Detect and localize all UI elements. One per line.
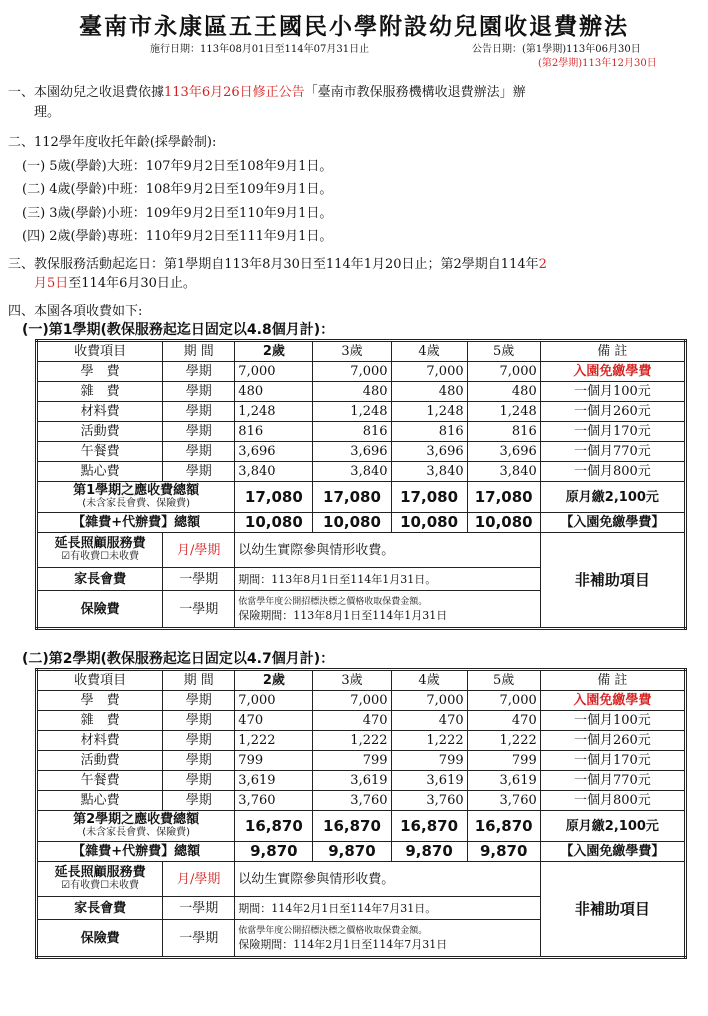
pta-desc: 期間：114年2月1日至114年7月31日。 (235, 897, 540, 920)
effective-date: 施行日期：113年08月01日至114年07月31日止 (150, 44, 370, 55)
table-header-row (37, 341, 686, 362)
ext-desc: 以幼生實際參與情形收費。 (235, 533, 540, 568)
insurance-desc (235, 591, 540, 629)
table-row (37, 402, 686, 422)
total-label-text: 第1學期之應收費總額 (73, 483, 200, 498)
fee-value: 1,222 (235, 731, 313, 751)
fee-value: 816 (391, 422, 467, 442)
section-3-text: 三、教保服務活動起迄日：第1學期自113年8月30日至114年1月20日止；第2學期自114年 (8, 257, 539, 272)
total-label (37, 482, 235, 513)
pta-label: 家長會費 (37, 897, 163, 920)
total-value: 17,080 (391, 482, 467, 513)
ext-desc: 以幼生實際參與情形收費。 (235, 862, 540, 897)
section-1-text: 一、本園幼兒之收退費依據 (8, 85, 165, 100)
header-cell: 5歲 (467, 670, 540, 691)
fee-period: 學期 (163, 691, 235, 711)
section-4-title: 四、本園各項收費如下: (8, 304, 143, 319)
misc-note: 【入園免繳學費】 (540, 513, 685, 533)
fee-value: 480 (235, 382, 313, 402)
fee-item: 學 費 (37, 691, 163, 711)
table-row (37, 462, 686, 482)
total-value: 17,080 (467, 482, 540, 513)
table-row (37, 751, 686, 771)
fee-value: 816 (313, 422, 391, 442)
insurance-period: 一學期 (163, 920, 235, 958)
fee-value: 3,760 (467, 791, 540, 811)
fee-value: 3,619 (235, 771, 313, 791)
fee-value: 470 (235, 711, 313, 731)
pta-period: 一學期 (163, 897, 235, 920)
fee-value: 816 (235, 422, 313, 442)
header-cell: 期 間 (163, 670, 235, 691)
section-3 (8, 253, 547, 272)
page-title: 臺南市永康區五王國民小學附設幼兒園收退費辦法 (79, 14, 629, 40)
header-cell: 收費項目 (37, 670, 163, 691)
table-row (37, 382, 686, 402)
extended-care-row (37, 862, 686, 897)
fee-value: 799 (313, 751, 391, 771)
pta-label: 家長會費 (37, 568, 163, 591)
total-label (37, 811, 235, 842)
header-cell: 2歲 (235, 341, 313, 362)
section-3-highlight-2: 月5日 (34, 276, 69, 291)
extended-care-row (37, 533, 686, 568)
ext-period: 月/學期 (163, 862, 235, 897)
insurance-period: 一學期 (163, 591, 235, 629)
table-row (37, 771, 686, 791)
fee-value: 3,696 (235, 442, 313, 462)
fee-period: 學期 (163, 711, 235, 731)
misc-value: 10,080 (235, 513, 313, 533)
total-value: 16,870 (391, 811, 467, 842)
fee-value: 3,619 (313, 771, 391, 791)
section-1-text-post: 「臺南市教保服務機構收退費辦法」辦 (304, 85, 526, 100)
fee-period: 學期 (163, 751, 235, 771)
header-cell: 備 註 (540, 341, 685, 362)
ext-checkbox-status: ☑有收費☐未收費 (61, 551, 140, 562)
table-row (37, 691, 686, 711)
table-row (37, 711, 686, 731)
ext-label-text: 延長照顧服務費 (54, 536, 146, 551)
total-value: 17,080 (313, 482, 391, 513)
section-3-highlight: 2 (538, 257, 547, 272)
total-row (37, 811, 686, 842)
fee-value: 1,248 (313, 402, 391, 422)
misc-total-row (37, 842, 686, 862)
fee-period: 學期 (163, 402, 235, 422)
fee-note: 一個月100元 (540, 711, 685, 731)
section-1 (8, 81, 526, 100)
fee-note: 入園免繳學費 (540, 691, 685, 711)
total-value: 16,870 (313, 811, 391, 842)
header-cell: 4歲 (391, 670, 467, 691)
misc-value: 10,080 (313, 513, 391, 533)
fee-period: 學期 (163, 362, 235, 382)
fee-value: 7,000 (235, 691, 313, 711)
fee-item: 學 費 (37, 362, 163, 382)
fee-value: 480 (391, 382, 467, 402)
pta-period: 一學期 (163, 568, 235, 591)
fee-value: 3,760 (313, 791, 391, 811)
table-row (37, 362, 686, 382)
fee-item: 午餐費 (37, 442, 163, 462)
total-row (37, 482, 686, 513)
fee-value: 3,840 (391, 462, 467, 482)
fee-note: 一個月800元 (540, 462, 685, 482)
fee-value: 1,248 (467, 402, 540, 422)
age-item: (四) 2歲(學齡)專班：110年9月2日至111年9月1日。 (22, 229, 333, 244)
fee-value: 1,222 (391, 731, 467, 751)
fee-item: 午餐費 (37, 771, 163, 791)
section-3-text-post: 至114年6月30日止。 (68, 276, 196, 291)
insurance-desc-1: 依當學年度公開招標決標之價格收取保費金額。 (238, 597, 428, 607)
misc-value: 9,870 (467, 842, 540, 862)
fee-value: 816 (467, 422, 540, 442)
misc-label: 【雜費+代辦費】總額 (37, 513, 235, 533)
fee-note: 一個月260元 (540, 402, 685, 422)
header-cell: 4歲 (391, 341, 467, 362)
total-label-text: 第2學期之應收費總額 (73, 812, 200, 827)
fee-item: 材料費 (37, 402, 163, 422)
fee-item: 活動費 (37, 751, 163, 771)
age-item: (三) 3歲(學齡)小班：109年9月2日至110年9月1日。 (22, 206, 333, 221)
announce-date-2: (第2學期)113年12月30日 (538, 58, 657, 69)
semester-1-heading: (一)第1學期(教保服務起迄日固定以4.8個月計)： (22, 322, 335, 338)
misc-value: 9,870 (391, 842, 467, 862)
fee-note: 一個月260元 (540, 731, 685, 751)
ext-checkbox-status: ☑有收費☐未收費 (61, 880, 140, 891)
ext-label-text: 延長照顧服務費 (54, 865, 146, 880)
fee-value: 3,696 (391, 442, 467, 462)
header-cell: 3歲 (313, 341, 391, 362)
fee-value: 1,248 (235, 402, 313, 422)
fee-value: 3,696 (313, 442, 391, 462)
table-header-row (37, 670, 686, 691)
fee-value: 3,619 (467, 771, 540, 791)
fee-value: 470 (467, 711, 540, 731)
fee-period: 學期 (163, 422, 235, 442)
misc-label: 【雜費+代辦費】總額 (37, 842, 235, 862)
header-cell: 期 間 (163, 341, 235, 362)
semester-1-fee-table (35, 339, 687, 630)
semester-2-heading: (二)第2學期(教保服務起迄日固定以4.7個月計)： (22, 651, 335, 667)
total-note: 原月繳2,100元 (540, 811, 685, 842)
misc-note: 【入園免繳學費】 (540, 842, 685, 862)
insurance-desc (235, 920, 540, 958)
fee-note: 一個月100元 (540, 382, 685, 402)
fee-value: 480 (467, 382, 540, 402)
section-2-title: 二、112學年度收托年齡(採學齡制): (8, 135, 217, 150)
header-cell: 2歲 (235, 670, 313, 691)
total-label-sub: (未含家長會費、保險費) (82, 498, 191, 509)
header-cell: 3歲 (313, 670, 391, 691)
total-value: 17,080 (235, 482, 313, 513)
fee-note: 一個月770元 (540, 442, 685, 462)
ext-period: 月/學期 (163, 533, 235, 568)
fee-value: 1,222 (313, 731, 391, 751)
fee-value: 7,000 (313, 691, 391, 711)
fee-value: 7,000 (391, 691, 467, 711)
insurance-label: 保險費 (37, 591, 163, 629)
fee-value: 7,000 (235, 362, 313, 382)
misc-total-row (37, 513, 686, 533)
header-cell: 5歲 (467, 341, 540, 362)
fee-value: 7,000 (467, 362, 540, 382)
fee-value: 799 (391, 751, 467, 771)
section-1-highlight: 113年6月26日修正公告 (164, 85, 305, 100)
section-3-line2 (34, 272, 196, 291)
fee-item: 雜 費 (37, 711, 163, 731)
table-row (37, 791, 686, 811)
total-value: 16,870 (235, 811, 313, 842)
age-item: (二) 4歲(學齡)中班：108年9月2日至109年9月1日。 (22, 182, 333, 197)
semester-2-fee-table (35, 668, 687, 959)
ext-label (37, 862, 163, 897)
header-cell: 備 註 (540, 670, 685, 691)
fee-period: 學期 (163, 382, 235, 402)
header-cell: 收費項目 (37, 341, 163, 362)
fee-value: 7,000 (391, 362, 467, 382)
fee-item: 雜 費 (37, 382, 163, 402)
age-item: (一) 5歲(學齡)大班：107年9月2日至108年9月1日。 (22, 159, 333, 174)
fee-value: 3,840 (235, 462, 313, 482)
announce-date-1: 公告日期：(第1學期)113年06月30日 (472, 44, 641, 55)
fee-note: 一個月770元 (540, 771, 685, 791)
insurance-label: 保險費 (37, 920, 163, 958)
fee-note: 一個月170元 (540, 751, 685, 771)
fee-value: 3,696 (467, 442, 540, 462)
fee-value: 799 (467, 751, 540, 771)
fee-note: 一個月800元 (540, 791, 685, 811)
insurance-desc-2: 保險期間：114年2月1日至114年7月31日 (238, 938, 448, 951)
fee-note: 一個月170元 (540, 422, 685, 442)
fee-value: 470 (391, 711, 467, 731)
misc-value: 9,870 (235, 842, 313, 862)
non-subsidized-label: 非補助項目 (540, 862, 685, 958)
total-label-sub: (未含家長會費、保險費) (82, 827, 191, 838)
section-1-line2: 理。 (34, 105, 61, 120)
total-note: 原月繳2,100元 (540, 482, 685, 513)
fee-value: 3,840 (467, 462, 540, 482)
fee-value: 480 (313, 382, 391, 402)
fee-value: 1,248 (391, 402, 467, 422)
fee-period: 學期 (163, 442, 235, 462)
fee-value: 1,222 (467, 731, 540, 751)
fee-period: 學期 (163, 771, 235, 791)
fee-value: 799 (235, 751, 313, 771)
misc-value: 10,080 (467, 513, 540, 533)
fee-item: 活動費 (37, 422, 163, 442)
misc-value: 9,870 (313, 842, 391, 862)
fee-item: 點心費 (37, 791, 163, 811)
table-row (37, 442, 686, 462)
fee-note: 入園免繳學費 (540, 362, 685, 382)
ext-label (37, 533, 163, 568)
fee-period: 學期 (163, 791, 235, 811)
fee-period: 學期 (163, 731, 235, 751)
fee-value: 3,760 (391, 791, 467, 811)
fee-value: 3,760 (235, 791, 313, 811)
pta-desc: 期間：113年8月1日至114年1月31日。 (235, 568, 540, 591)
insurance-desc-2: 保險期間：113年8月1日至114年1月31日 (238, 609, 448, 622)
table-row (37, 731, 686, 751)
fee-value: 7,000 (313, 362, 391, 382)
fee-item: 點心費 (37, 462, 163, 482)
fee-period: 學期 (163, 462, 235, 482)
insurance-desc-1: 依當學年度公開招標決標之價格收取保費金額。 (238, 926, 428, 936)
fee-value: 7,000 (467, 691, 540, 711)
fee-value: 3,619 (391, 771, 467, 791)
fee-value: 470 (313, 711, 391, 731)
fee-value: 3,840 (313, 462, 391, 482)
total-value: 16,870 (467, 811, 540, 842)
misc-value: 10,080 (391, 513, 467, 533)
fee-item: 材料費 (37, 731, 163, 751)
non-subsidized-label: 非補助項目 (540, 533, 685, 629)
table-row (37, 422, 686, 442)
